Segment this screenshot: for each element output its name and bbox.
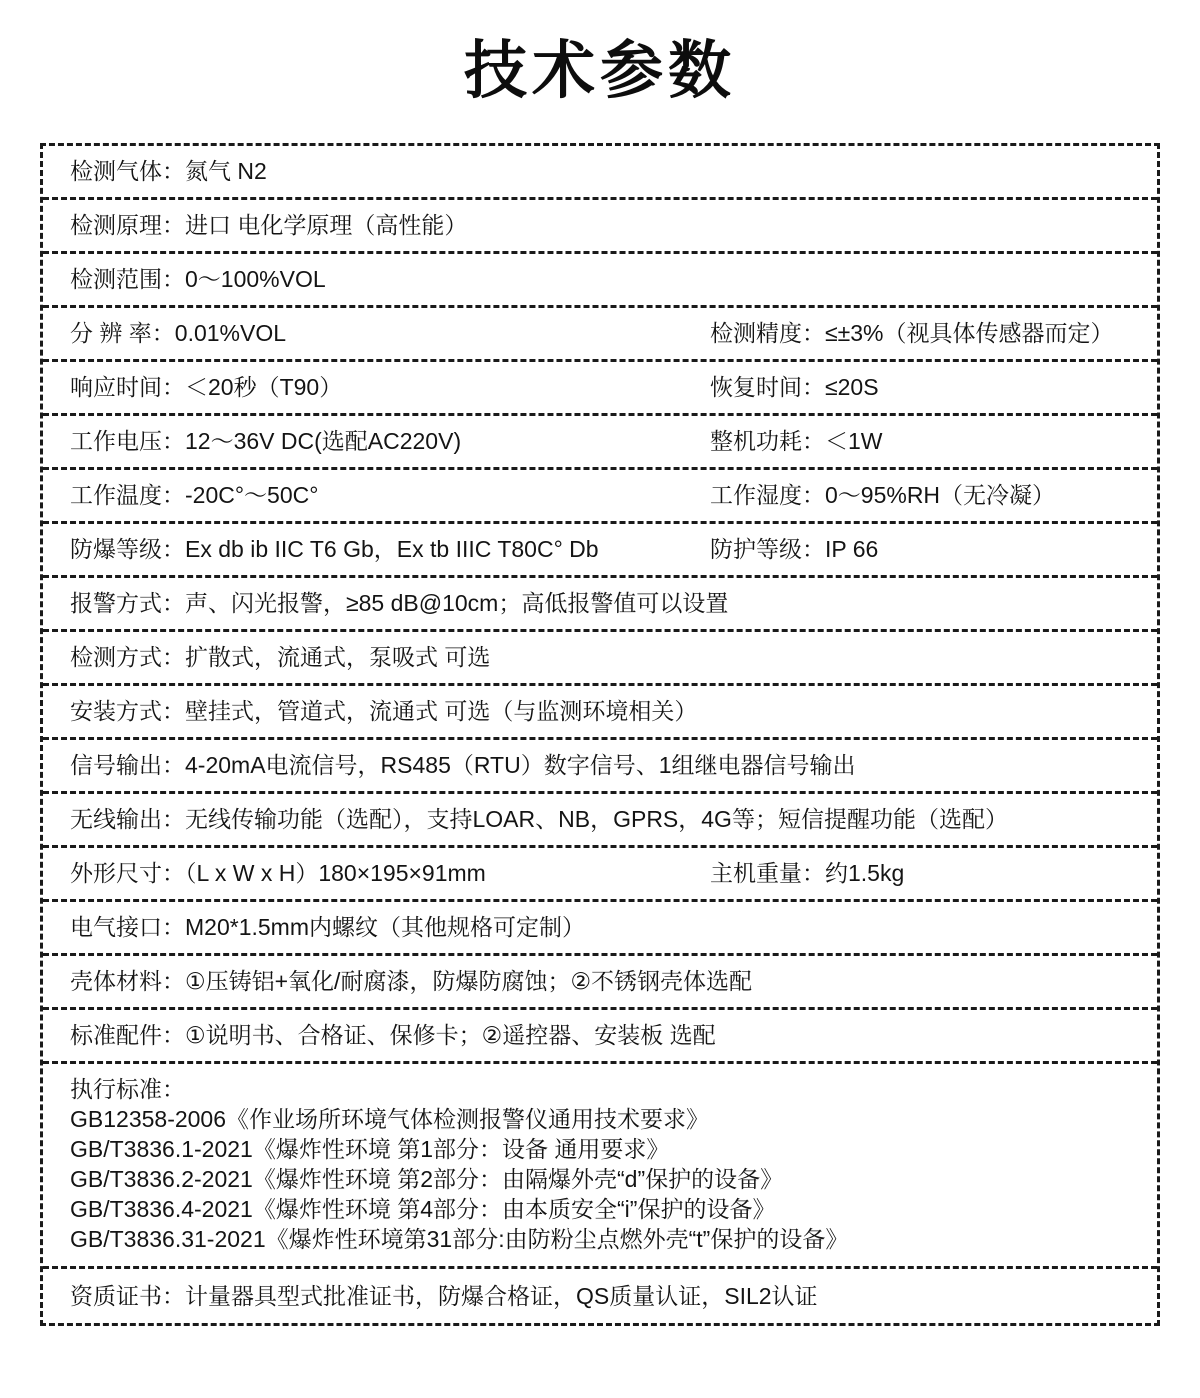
spec-cell (70, 589, 1157, 618)
spec-label: 检测气体 (70, 158, 162, 185)
colon-separator: ： (151, 320, 175, 347)
spec-cell (70, 427, 710, 456)
colon-separator: ： (162, 1282, 185, 1309)
spec-cell (710, 373, 1157, 402)
colon-separator: ： (162, 158, 185, 185)
spec-table (40, 143, 1160, 1326)
spec-label: 恢复时间 (710, 374, 802, 401)
spec-value: Ex db ib IIC T6 Gb，Ex tb IIIC T80C° Db (185, 536, 599, 563)
spec-cell (70, 211, 1157, 240)
spec-cell (70, 265, 1157, 294)
standard-line: GB/T3836.31-2021《爆炸性环境第31部分:由防粉尘点燃外壳“t”保护的设备》 (70, 1226, 849, 1252)
standard-line: 执行标准： (70, 1076, 185, 1102)
spec-value: IP 66 (825, 536, 879, 563)
spec-cell (70, 319, 710, 348)
colon-separator: ： (162, 752, 185, 779)
spec-value: -20C°～50C° (185, 482, 319, 509)
colon-separator: ： (802, 428, 825, 455)
spec-label: 工作温度 (70, 482, 162, 509)
spec-value: 无线传输功能（选配），支持LOAR、NB，GPRS，4G等；短信提醒功能（选配） (185, 806, 1008, 833)
spec-cell (70, 535, 710, 564)
spec-label: 标准配件 (70, 1022, 162, 1049)
spec-label: 工作湿度 (710, 482, 802, 509)
spec-row (43, 1010, 1157, 1064)
spec-value: ＜20秒（T90） (185, 374, 343, 401)
spec-label: 资质证书 (70, 1282, 162, 1309)
colon-separator: ： (162, 266, 185, 293)
spec-label: 电气接口 (70, 914, 162, 941)
spec-label: 防爆等级 (70, 536, 162, 563)
spec-value: 壁挂式，管道式，流通式 可选（与监测环境相关） (185, 698, 698, 725)
spec-cell (70, 859, 710, 888)
spec-row (43, 416, 1157, 470)
colon-separator: ： (162, 1022, 185, 1049)
spec-row (43, 632, 1157, 686)
spec-value: ＜1W (825, 428, 883, 455)
spec-label: 检测范围 (70, 266, 162, 293)
spec-label: 无线输出 (70, 806, 162, 833)
spec-value: 0～100%VOL (185, 266, 326, 293)
spec-label: 检测精度 (710, 320, 802, 347)
spec-value: ①说明书、合格证、保修卡；②遥控器、安装板 选配 (185, 1022, 716, 1049)
spec-value: ①压铸铝+氧化/耐腐漆，防爆防腐蚀；②不锈钢壳体选配 (185, 968, 753, 995)
colon-separator: ： (162, 428, 185, 455)
colon-separator: ： (162, 482, 185, 509)
spec-cell (70, 913, 1157, 942)
colon-separator: ： (162, 860, 185, 887)
spec-label: 响应时间 (70, 374, 162, 401)
spec-cell (710, 319, 1157, 348)
spec-cell (710, 427, 1157, 456)
spec-label: 外形尺寸 (70, 860, 162, 887)
colon-separator: ： (802, 536, 825, 563)
colon-separator: ： (162, 914, 185, 941)
spec-value: 计量器具型式批准证书，防爆合格证，QS质量认证，SIL2认证 (185, 1282, 818, 1309)
spec-label: 壳体材料 (70, 968, 162, 995)
spec-label: 分 辨 率 (70, 320, 152, 347)
spec-value: 声、闪光报警，≥85 dB@10cm；高低报警值可以设置 (185, 590, 729, 617)
spec-cell (70, 643, 1157, 672)
colon-separator: ： (162, 968, 185, 995)
spec-cell (70, 1021, 1157, 1050)
spec-value: 进口 电化学原理（高性能） (185, 212, 468, 239)
spec-row (43, 1269, 1157, 1323)
colon-separator: ： (802, 374, 825, 401)
spec-label: 检测原理 (70, 212, 162, 239)
spec-row (43, 362, 1157, 416)
colon-separator: ： (802, 482, 825, 509)
spec-label: 信号输出 (70, 752, 162, 779)
colon-separator: ： (802, 860, 825, 887)
standard-line: GB/T3836.4-2021《爆炸性环境 第4部分：由本质安全“i”保护的设备》 (70, 1196, 776, 1222)
spec-value: 12～36V DC(选配AC220V) (185, 428, 462, 455)
spec-row (43, 200, 1157, 254)
spec-row (43, 146, 1157, 200)
spec-value: 0～95%RH（无冷凝） (825, 482, 1056, 509)
spec-cell (710, 481, 1157, 510)
spec-label: 整机功耗 (710, 428, 802, 455)
colon-separator: ： (162, 644, 185, 671)
spec-cell (70, 157, 1157, 186)
spec-cell (70, 805, 1157, 834)
spec-value: 扩散式，流通式，泵吸式 可选 (185, 644, 491, 671)
spec-cell (70, 697, 1157, 726)
spec-cell (70, 751, 1157, 780)
spec-cell (70, 967, 1157, 996)
spec-row (43, 956, 1157, 1010)
spec-label: 检测方式 (70, 644, 162, 671)
colon-separator: ： (162, 536, 185, 563)
spec-row (43, 848, 1157, 902)
spec-row (43, 740, 1157, 794)
spec-row (43, 524, 1157, 578)
colon-separator: ： (162, 374, 185, 401)
colon-separator: ： (162, 806, 185, 833)
spec-row (43, 902, 1157, 956)
spec-row (43, 254, 1157, 308)
spec-value: ≤20S (825, 374, 879, 401)
spec-value: 氮气 N2 (185, 158, 267, 185)
spec-value: M20*1.5mm内螺纹（其他规格可定制） (185, 914, 585, 941)
spec-value: 4-20mA电流信号，RS485（RTU）数字信号、1组继电器信号输出 (185, 752, 856, 779)
spec-label: 主机重量 (710, 860, 802, 887)
colon-separator: ： (162, 590, 185, 617)
standard-line: GB/T3836.1-2021《爆炸性环境 第1部分：设备 通用要求》 (70, 1136, 670, 1162)
spec-value: 约1.5kg (825, 860, 905, 887)
spec-label: 防护等级 (710, 536, 802, 563)
spec-cell (710, 859, 1157, 888)
spec-row (43, 308, 1157, 362)
spec-value: ≤±3%（视具体传感器而定） (825, 320, 1114, 347)
spec-cell (70, 481, 710, 510)
spec-row (43, 794, 1157, 848)
spec-label: 安装方式 (70, 698, 162, 725)
standard-line: GB12358-2006《作业场所环境气体检测报警仪通用技术要求》 (70, 1106, 710, 1132)
colon-separator: ： (802, 320, 825, 347)
spec-label: 报警方式 (70, 590, 162, 617)
spec-row (43, 686, 1157, 740)
spec-row (43, 578, 1157, 632)
spec-cell (70, 1282, 1157, 1311)
standard-line: GB/T3836.2-2021《爆炸性环境 第2部分：由隔爆外壳“d”保护的设备》 (70, 1166, 784, 1192)
spec-row-standards (43, 1064, 1157, 1269)
colon-separator: ： (162, 698, 185, 725)
spec-cell (710, 535, 1157, 564)
spec-label: 工作电压 (70, 428, 162, 455)
spec-cell (70, 373, 710, 402)
colon-separator: ： (162, 212, 185, 239)
spec-row (43, 470, 1157, 524)
spec-value: 0.01%VOL (174, 320, 287, 347)
spec-value: （L x W x H）180×195×91mm (185, 860, 486, 887)
page-title: 技术参数 (464, 36, 736, 106)
